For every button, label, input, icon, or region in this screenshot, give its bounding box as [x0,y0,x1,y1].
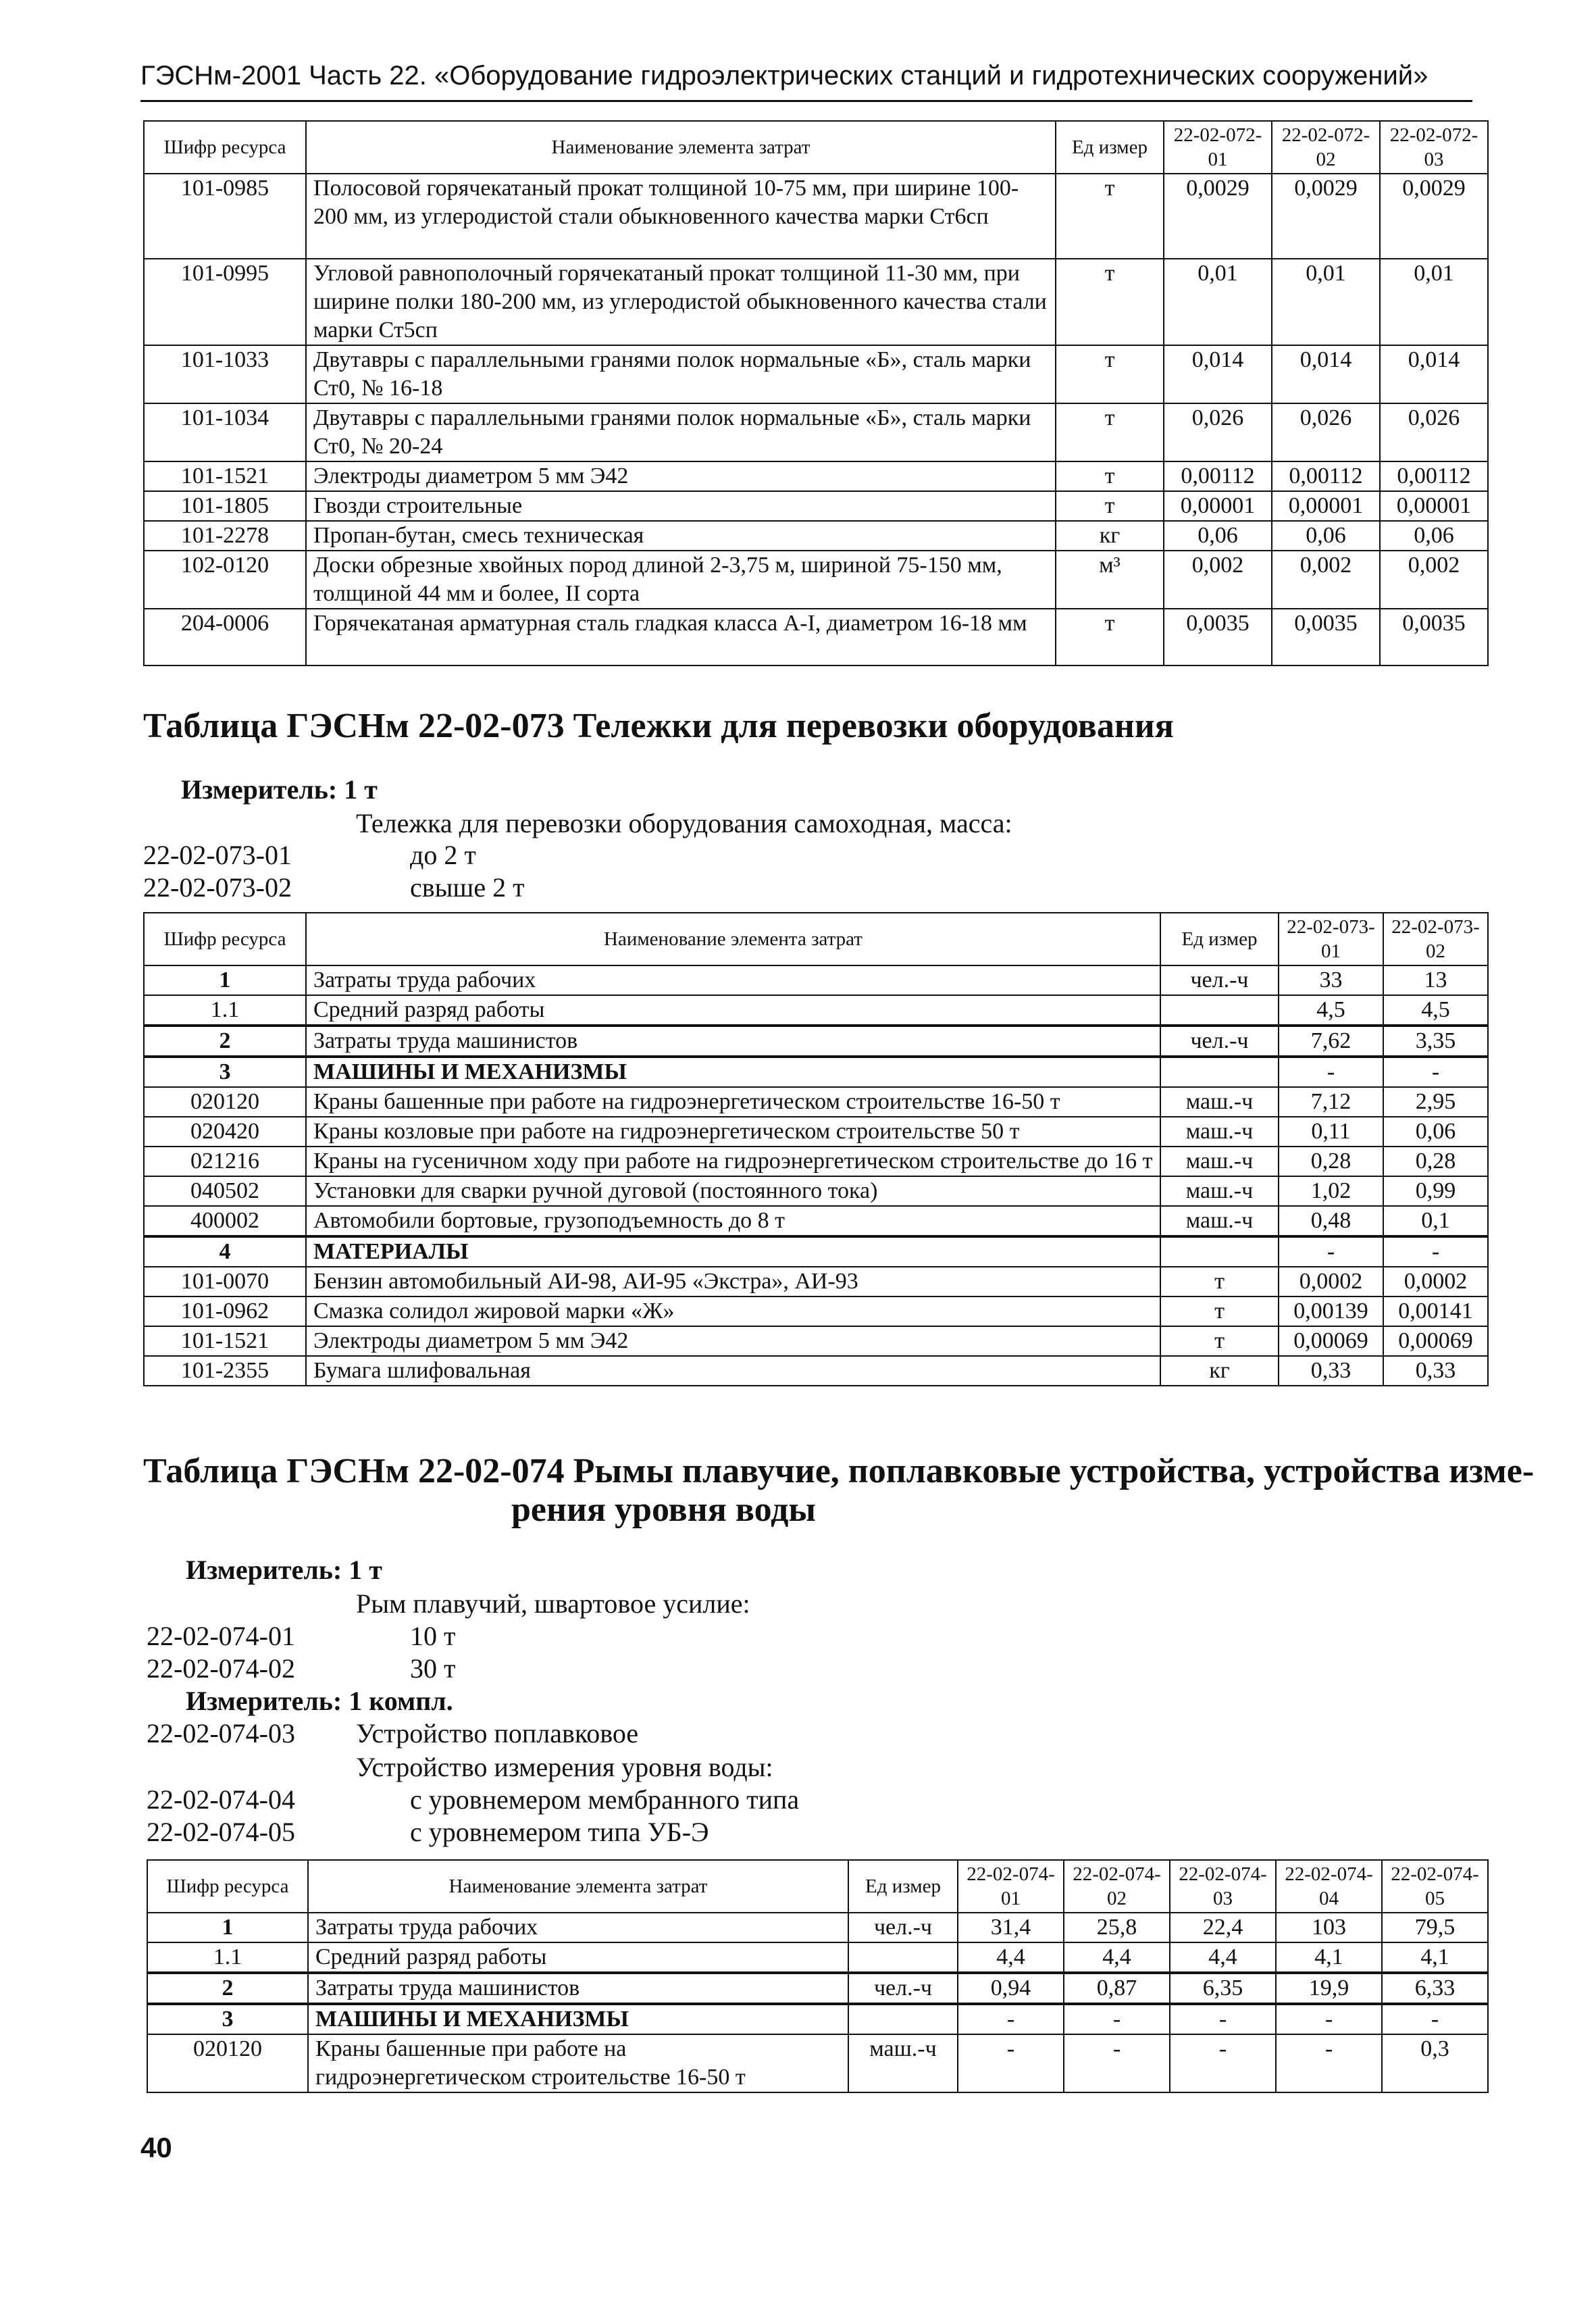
item-073-01-text: до 2 т [410,840,476,870]
cell-v2: 0,28 [1383,1147,1488,1176]
cell-v2: 0,0035 [1272,609,1380,665]
table-row [144,1176,1488,1206]
meter-value: 1 компл. [349,1686,453,1716]
table-row [144,1326,1488,1356]
cell-code: 1.1 [147,1942,308,1973]
cell-unit: т [1160,1326,1279,1356]
cell-code: 1 [147,1913,308,1942]
cell-v2: - [1064,2004,1170,2034]
item-074-05-code: 22-02-074-05 [147,1817,295,1847]
cell-v2: - [1383,1057,1488,1087]
cell-v1: 33 [1279,965,1383,995]
table-074 [147,1859,1489,2093]
cell-code: 020120 [144,1087,306,1117]
cell-unit: т [1056,345,1164,403]
cell-name: Доски обрезные хвойных пород длиной 2-3,75 м, шириной 75-150 мм, толщиной 44 мм и более, II сорта [306,551,1056,609]
col-header-v1: 22-02-074-01 [958,1860,1064,1913]
table-row [147,1942,1488,1973]
cell-name: Установки для сварки ручной дуговой (постоянного тока) [306,1176,1160,1206]
cell-code: 2 [144,1026,306,1057]
table-row [144,965,1488,995]
header-rule [140,100,1472,102]
cell-unit [848,1942,958,1973]
cell-v1: 0,01 [1164,259,1272,345]
item-073-01-code: 22-02-073-01 [143,840,292,870]
cell-name: Автомобили бортовые, грузоподъемность до 8 т [306,1206,1160,1236]
cell-v2: - [1383,1236,1488,1267]
cell-v1: 0,014 [1164,345,1272,403]
cell-name: Смазка солидол жировой марки «Ж» [306,1297,1160,1326]
col-header-v5: 22-02-074-05 [1382,1860,1488,1913]
col-header-code: Шифр ресурса [147,1860,308,1913]
cell-name: Краны козловые при работе на гидроэнергетическом строительстве 50 т [306,1117,1160,1147]
cell-name: Двутавры с параллельными гранями полок нормальные «Б», сталь марки Ст0, № 20-24 [306,403,1056,461]
cell-name: Пропан-бутан, смесь техническая [306,521,1056,551]
col-header-name: Наименование элемента затрат [308,1860,848,1913]
cell-unit: кг [1056,521,1164,551]
cell-v1: 0,48 [1279,1206,1383,1236]
col-header-v2: 22-02-074-02 [1064,1860,1170,1913]
cell-v2: - [1064,2034,1170,2092]
cell-unit: маш.-ч [1160,1087,1279,1117]
cell-code: 020420 [144,1117,306,1147]
cell-v3: 0,002 [1380,551,1488,609]
cell-v2: 0,0029 [1272,174,1380,259]
cell-v1: 0,33 [1279,1356,1383,1386]
cell-v5: 4,1 [1382,1942,1488,1973]
cell-unit: маш.-ч [1160,1176,1279,1206]
item-074-01-code: 22-02-074-01 [147,1621,295,1651]
cell-v3: 0,014 [1380,345,1488,403]
cell-v2: 0,002 [1272,551,1380,609]
meter-value: 1 т [349,1555,382,1585]
cell-name: Гвозди строительные [306,491,1056,521]
table-073 [143,912,1489,1386]
cell-v4: - [1276,2034,1382,2092]
cell-v2: 0,06 [1383,1117,1488,1147]
cell-v1: 0,002 [1164,551,1272,609]
cell-v1: 0,00139 [1279,1297,1383,1326]
cell-v3: 0,0029 [1380,174,1488,259]
cell-name: Бумага шлифовальная [306,1356,1160,1386]
cell-v3: 4,4 [1170,1942,1276,1973]
item-074-01-text: 10 т [410,1621,456,1651]
cell-v1: 0,94 [958,1973,1064,2004]
cell-v2: 0,87 [1064,1973,1170,2004]
cell-v2: 0,00141 [1383,1297,1488,1326]
cell-v2: 0,00001 [1272,491,1380,521]
cell-v3: 6,35 [1170,1973,1276,2004]
cell-code: 101-1521 [144,461,306,491]
cell-code: 101-0962 [144,1297,306,1326]
cell-code: 101-2278 [144,521,306,551]
col-header-unit: Ед измер [1056,121,1164,174]
cell-v3: - [1170,2004,1276,2034]
meter-label: Измеритель: [181,774,338,805]
cell-code: 101-0070 [144,1267,306,1297]
table-row [144,1026,1488,1057]
cell-name: Бензин автомобильный АИ-98, АИ-95 «Экстра», АИ-93 [306,1267,1160,1297]
cell-unit: чел.-ч [848,1973,958,2004]
meter-label: Измеритель: [186,1686,342,1716]
col-header-v2: 22-02-073-02 [1383,913,1488,965]
cell-v1: - [1279,1236,1383,1267]
cell-unit: т [1056,259,1164,345]
table-header-row [144,913,1488,965]
cell-v1: 4,4 [958,1942,1064,1973]
table-row [144,461,1488,491]
table-row [144,1087,1488,1117]
item-074-03-text: Устройство поплавковое [356,1718,639,1749]
cell-v1: - [958,2034,1064,2092]
table-row [144,1206,1488,1236]
table-row [144,995,1488,1026]
cell-code: 020120 [147,2034,308,2092]
cell-v1: 0,06 [1164,521,1272,551]
meter-074-1 [186,1554,382,1586]
cell-unit [1160,1057,1279,1087]
cell-code: 102-0120 [144,551,306,609]
cell-name: Затраты труда машинистов [306,1026,1160,1057]
col-header-v3: 22-02-074-03 [1170,1860,1276,1913]
cell-name: Краны на гусеничном ходу при работе на гидроэнергетическом строительстве до 16 т [306,1147,1160,1176]
cell-v1: 0,00069 [1279,1326,1383,1356]
cell-name: Краны башенные при работе на гидроэнергетическом строительстве 16-50 т [308,2034,848,2092]
cell-v1: - [1279,1057,1383,1087]
col-header-v1: 22-02-072-01 [1164,121,1272,174]
cell-v3: 0,026 [1380,403,1488,461]
cell-unit: чел.-ч [1160,1026,1279,1057]
table-row [144,403,1488,461]
cell-v1: 7,62 [1279,1026,1383,1057]
cell-v5: 0,3 [1382,2034,1488,2092]
intro-073: Тележка для перевозки оборудования самоходная, масса: [356,808,1012,838]
cell-name: Электроды диаметром 5 мм Э42 [306,1326,1160,1356]
item-073-02-text: свыше 2 т [410,872,525,903]
cell-v3: 0,00112 [1380,461,1488,491]
table-row [147,2004,1488,2034]
item-074-04-text: с уровнемером мембранного типа [410,1784,800,1815]
page-number: 40 [140,2132,172,2163]
table-row [144,1356,1488,1386]
cell-code: 101-0995 [144,259,306,345]
cell-unit: т [1056,174,1164,259]
cell-code: 101-1033 [144,345,306,403]
cell-v5: 6,33 [1382,1973,1488,2004]
intro-074-1: Рым плавучий, швартовое усилие: [356,1588,750,1619]
cell-code: 101-2355 [144,1356,306,1386]
cell-v1: 0,0002 [1279,1267,1383,1297]
cell-unit: маш.-ч [1160,1117,1279,1147]
cell-v2: 0,01 [1272,259,1380,345]
col-header-unit: Ед измер [1160,913,1279,965]
table-row [147,1913,1488,1942]
cell-name: МАШИНЫ И МЕХАНИЗМЫ [306,1057,1160,1087]
table-row [144,174,1488,259]
cell-name: Краны башенные при работе на гидроэнергетическом строительстве 16-50 т [306,1087,1160,1117]
col-header-code: Шифр ресурса [144,913,306,965]
meter-073 [181,774,378,805]
cell-unit [1160,995,1279,1026]
table-header-row [144,121,1488,174]
cell-code: 3 [147,2004,308,2034]
cell-unit: маш.-ч [1160,1206,1279,1236]
section-074-title-line1: Таблица ГЭСНм 22-02-074 Рымы плавучие, поплавковые устройства, устройства изме- [143,1452,1535,1490]
cell-code: 040502 [144,1176,306,1206]
cell-unit [848,2004,958,2034]
cell-unit: т [1056,403,1164,461]
intro-074-2: Устройство измерения уровня воды: [356,1752,773,1782]
cell-v5: 79,5 [1382,1913,1488,1942]
table-row [144,1236,1488,1267]
cell-unit: т [1056,609,1164,665]
cell-v2: 4,4 [1064,1942,1170,1973]
cell-unit: т [1056,491,1164,521]
cell-v2: 0,014 [1272,345,1380,403]
col-header-name: Наименование элемента затрат [306,121,1056,174]
cell-v4: 4,1 [1276,1942,1382,1973]
cell-name: Горячекатаная арматурная сталь гладкая класса А-I, диаметром 16-18 мм [306,609,1056,665]
cell-v1: - [958,2004,1064,2034]
cell-v3: 0,06 [1380,521,1488,551]
table-row [144,259,1488,345]
table-072 [143,120,1489,666]
cell-name: Средний разряд работы [308,1942,848,1973]
cell-v2: 2,95 [1383,1087,1488,1117]
cell-name: Полосовой горячекатаный прокат толщиной 10-75 мм, при ширине 100-200 мм, из углеродистой стали обыкновенного качества марки Ст6сп [306,174,1056,259]
cell-v2: 0,026 [1272,403,1380,461]
col-header-unit: Ед измер [848,1860,958,1913]
col-header-v4: 22-02-074-04 [1276,1860,1382,1913]
cell-unit: маш.-ч [1160,1147,1279,1176]
cell-v1: 0,0035 [1164,609,1272,665]
cell-v1: 31,4 [958,1913,1064,1942]
cell-unit [1160,1236,1279,1267]
table-row [144,1267,1488,1297]
cell-code: 4 [144,1236,306,1267]
cell-name: Электроды диаметром 5 мм Э42 [306,461,1056,491]
cell-unit: т [1056,461,1164,491]
table-row [144,609,1488,665]
cell-v2: 13 [1383,965,1488,995]
cell-v4: 19,9 [1276,1973,1382,2004]
cell-v1: 4,5 [1279,995,1383,1026]
cell-v2: 4,5 [1383,995,1488,1026]
cell-unit: чел.-ч [1160,965,1279,995]
cell-v3: 0,0035 [1380,609,1488,665]
table-header-row [147,1860,1488,1913]
cell-code: 400002 [144,1206,306,1236]
cell-v2: 0,00069 [1383,1326,1488,1356]
cell-v2: 0,1 [1383,1206,1488,1236]
cell-v3: 22,4 [1170,1913,1276,1942]
section-073-title: Таблица ГЭСНм 22-02-073 Тележки для перевозки оборудования [143,707,1174,745]
cell-unit: т [1160,1297,1279,1326]
table-row [147,2034,1488,2092]
cell-v4: - [1276,2004,1382,2034]
cell-name: Затраты труда рабочих [308,1913,848,1942]
cell-v1: 7,12 [1279,1087,1383,1117]
meter-074-2 [186,1685,453,1717]
cell-unit: м³ [1056,551,1164,609]
cell-v2: 0,99 [1383,1176,1488,1206]
item-074-02-text: 30 т [410,1653,456,1684]
cell-unit: чел.-ч [848,1913,958,1942]
col-header-code: Шифр ресурса [144,121,306,174]
cell-name: МАШИНЫ И МЕХАНИЗМЫ [308,2004,848,2034]
cell-unit: кг [1160,1356,1279,1386]
cell-code: 1 [144,965,306,995]
cell-name: Затраты труда рабочих [306,965,1160,995]
table-row [144,1297,1488,1326]
table-row [144,491,1488,521]
table-row [144,1147,1488,1176]
cell-code: 2 [147,1973,308,2004]
meter-label: Измеритель: [186,1555,342,1585]
cell-name: МАТЕРИАЛЫ [306,1236,1160,1267]
cell-v2: 0,00112 [1272,461,1380,491]
item-074-04-code: 22-02-074-04 [147,1784,295,1815]
cell-code: 021216 [144,1147,306,1176]
cell-v1: 0,00001 [1164,491,1272,521]
col-header-v1: 22-02-073-01 [1279,913,1383,965]
item-074-03-code: 22-02-074-03 [147,1718,295,1749]
cell-v1: 0,28 [1279,1147,1383,1176]
cell-code: 101-0985 [144,174,306,259]
cell-v2: 3,35 [1383,1026,1488,1057]
col-header-v3: 22-02-072-03 [1380,121,1488,174]
cell-v1: 0,0029 [1164,174,1272,259]
table-row [144,551,1488,609]
cell-name: Двутавры с параллельными гранями полок нормальные «Б», сталь марки Ст0, № 16-18 [306,345,1056,403]
meter-value: 1 т [344,774,378,805]
cell-unit: маш.-ч [848,2034,958,2092]
section-074-title-line2: рения уровня воды [511,1490,816,1529]
col-header-v2: 22-02-072-02 [1272,121,1380,174]
cell-v4: 103 [1276,1913,1382,1942]
cell-code: 1.1 [144,995,306,1026]
cell-unit: т [1160,1267,1279,1297]
cell-v2: 0,0002 [1383,1267,1488,1297]
cell-v2: 0,33 [1383,1356,1488,1386]
cell-v2: 0,06 [1272,521,1380,551]
cell-v1: 0,026 [1164,403,1272,461]
running-header: ГЭСНм-2001 Часть 22. «Оборудование гидроэлектрических станций и гидротехнических сооружений» [140,61,1428,91]
table-row [144,521,1488,551]
cell-code: 101-1034 [144,403,306,461]
cell-v5: - [1382,2004,1488,2034]
table-row [144,1117,1488,1147]
cell-code: 204-0006 [144,609,306,665]
item-073-02-code: 22-02-073-02 [143,872,292,903]
cell-v1: 0,11 [1279,1117,1383,1147]
item-074-05-text: с уровнемером типа УБ-Э [410,1817,709,1847]
table-row [147,1973,1488,2004]
cell-v2: 25,8 [1064,1913,1170,1942]
cell-code: 101-1521 [144,1326,306,1356]
cell-v3: 0,01 [1380,259,1488,345]
cell-name: Средний разряд работы [306,995,1160,1026]
cell-v1: 0,00112 [1164,461,1272,491]
item-074-02-code: 22-02-074-02 [147,1653,295,1684]
cell-name: Угловой равнополочный горячекатаный прокат толщиной 11-30 мм, при ширине полки 180-200 мм, из углеродистой обыкновенного качества стали марки Ст5сп [306,259,1056,345]
table-row [144,345,1488,403]
cell-name: Затраты труда машинистов [308,1973,848,2004]
cell-v1: 1,02 [1279,1176,1383,1206]
cell-code: 101-1805 [144,491,306,521]
col-header-name: Наименование элемента затрат [306,913,1160,965]
cell-v3: - [1170,2034,1276,2092]
cell-code: 3 [144,1057,306,1087]
table-row [144,1057,1488,1087]
cell-v3: 0,00001 [1380,491,1488,521]
